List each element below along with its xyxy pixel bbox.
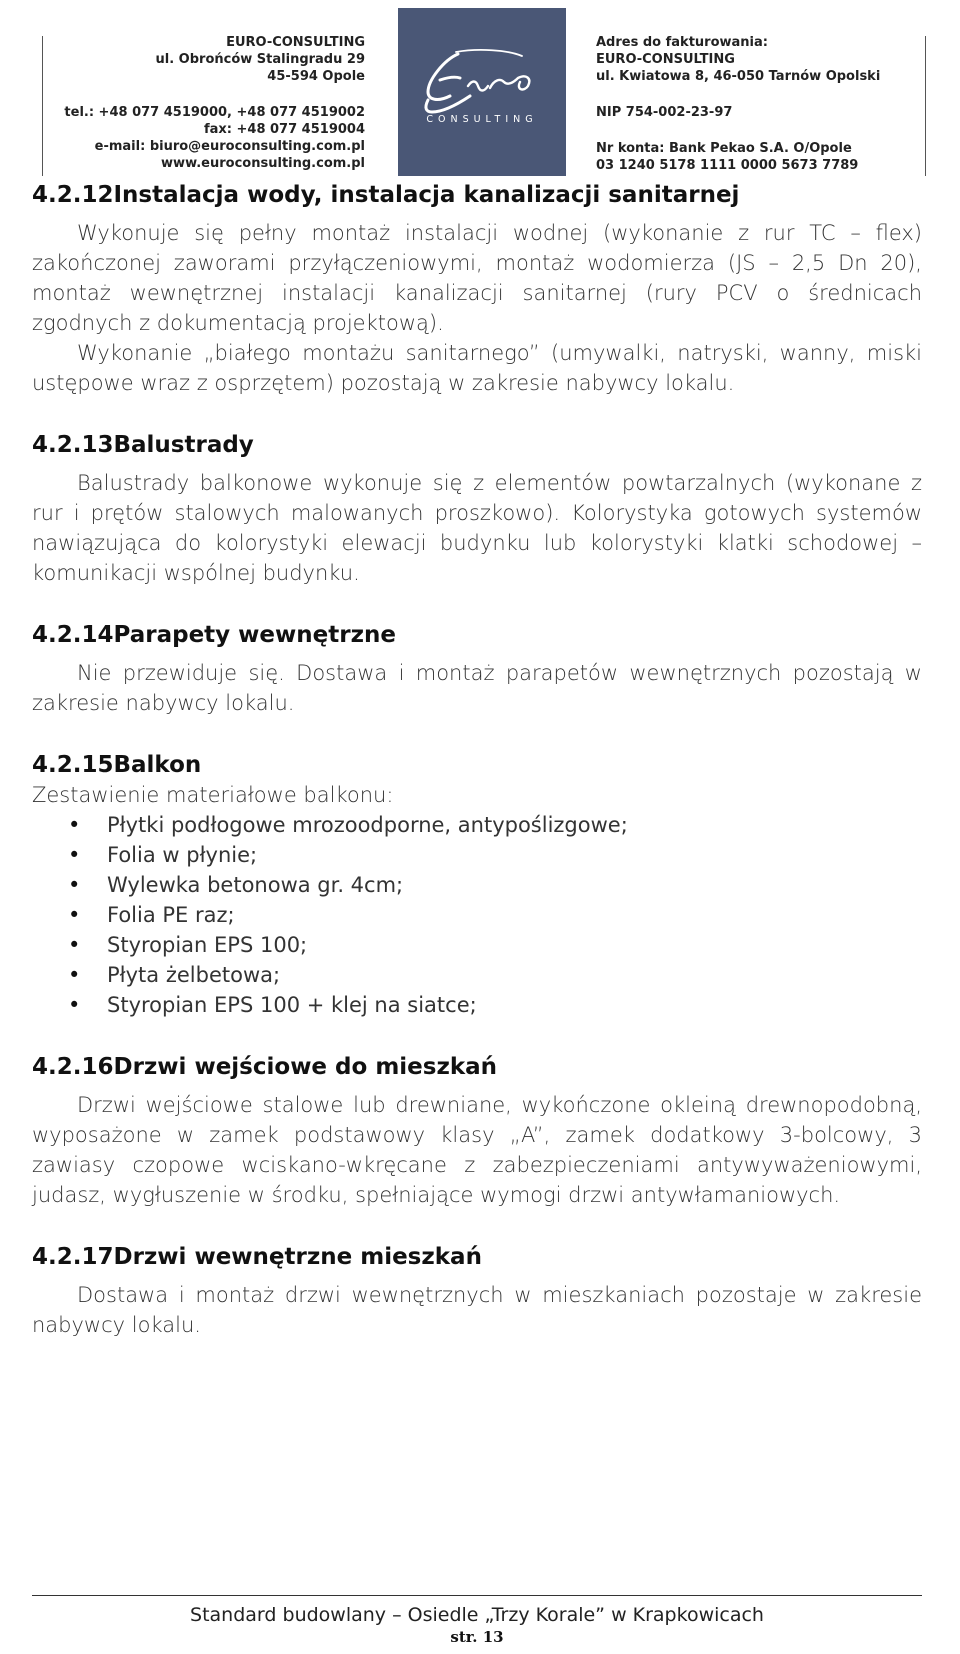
document-body [32,180,922,1340]
billing-street: ul. Kwiatowa 8, 46-050 Tarnów Opolski [596,69,881,84]
list-item: • Folia PE raz; [32,900,922,930]
logo-wordmark: CONSULTING [426,114,538,125]
bullet-icon: • [68,993,81,1017]
paragraph-window-sills: Nie przewiduje się. Dostawa i montaż parapetów wewnętrznych pozostają w zakresie nabywcy lokalu. [32,661,922,715]
paragraph-entrance-doors: Drzwi wejściowe stalowe lub drewniane, wykończone okleiną drewnopodobną, wyposażone w zamek podstawowy klasy „A”, zamek dodatkowy 3-bolcowy, 3 zawiasy czopowe wciskano-wkręcane z zabezpieczeniami antywyważeniowymi, judasz, wygłuszenie w środku, spełniające wymogi drzwi antywłamaniowych. [32,1093,922,1207]
company-city: 45-594 Opole [267,69,365,84]
bank-account: 03 1240 5178 1111 0000 5673 7789 [596,158,859,173]
header-divider-right [925,36,926,176]
company-fax: fax: +48 077 4519004 [203,122,365,137]
company-street: ul. Obrońców Stalingradu 29 [155,52,365,67]
paragraph-interior-doors: Dostawa i montaż drzwi wewnętrznych w mieszkaniach pozostaje w zakresie nabywcy lokalu. [32,1283,922,1337]
list-item: • Styropian EPS 100 + klej na siatce; [32,990,922,1020]
billing-company: EURO-CONSULTING [596,52,735,67]
balcony-materials-list [32,810,922,1020]
euro-script-icon [398,8,566,176]
section-title-4-2-13: 4.2.13Balustrady [32,432,254,458]
paragraph-sanitary-fittings: Wykonanie „białego montażu sanitarnego” (umywalki, natryski, wanny, miski ustępowe wraz z osprzętem) pozostają w zakresie nabywcy lokalu. [32,341,922,395]
bullet-icon: • [68,903,81,927]
paragraph-balustrades: Balustrady balkonowe wykonuje się z elementów powtarzalnych (wykonane z rur i prętów stalowych malowanych proszkowo). Kolorystyka gotowych systemów nawiązująca do kolorystyki elewacji budynku lub kolorystyki klatki schodowej – komunikacji wspólnej budynku. [32,471,922,585]
list-item: • Styropian EPS 100; [32,930,922,960]
billing-label: Adres do fakturowania: [596,35,768,50]
list-item: • Wylewka betonowa gr. 4cm; [32,870,922,900]
section-title-4-2-17: 4.2.17Drzwi wewnętrzne mieszkań [32,1244,482,1270]
company-name: EURO-CONSULTING [226,35,365,50]
section-title-4-2-12: 4.2.12Instalacja wody, instalacja kanalizacji sanitarnej [32,182,740,208]
paragraph-balcony-intro: Zestawienie materiałowe balkonu: [32,783,394,807]
bullet-icon: • [68,933,81,957]
list-item: • Płyta żelbetowa; [32,960,922,990]
section-title-4-2-14: 4.2.14Parapety wewnętrzne [32,622,396,648]
bank-name: Nr konta: Bank Pekao S.A. O/Opole [596,141,852,156]
company-email: e-mail: biuro@euroconsulting.com.pl [94,139,365,154]
section-title-4-2-16: 4.2.16Drzwi wejściowe do mieszkań [32,1054,498,1080]
bullet-icon: • [68,963,81,987]
page-number: str. 13 [450,1628,504,1646]
list-item: • Folia w płynie; [32,840,922,870]
bullet-icon: • [68,873,81,897]
billing-address-block [596,34,926,174]
section-title-4-2-15: 4.2.15Balkon [32,752,202,778]
bullet-icon: • [68,813,81,837]
euro-consulting-logo [398,8,566,176]
footer-title: Standard budowlany – Osiedle „Trzy Korale” w Krapkowicach [190,1604,764,1626]
bullet-icon: • [68,843,81,867]
header-divider-left [42,36,43,176]
paragraph-water-installation: Wykonuje się pełny montaż instalacji wodnej (wykonanie z rur TC – flex) zakończonej zaworami przyłączeniowymi, montaż wodomierza (JS – 2,5 Dn 20), montaż wewnętrznej instalacji kanalizacji sanitarnej (rury PCV o średnicach zgodnych z dokumentacją projektową). [32,221,922,335]
company-phone: tel.: +48 077 4519000, +48 077 4519002 [64,105,365,120]
billing-nip: NIP 754-002-23-97 [596,105,733,120]
company-address-block [60,34,365,172]
footer-divider [32,1595,922,1596]
list-item: • Płytki podłogowe mrozoodporne, antypoślizgowe; [32,810,922,840]
company-website: www.euroconsulting.com.pl [161,156,365,171]
